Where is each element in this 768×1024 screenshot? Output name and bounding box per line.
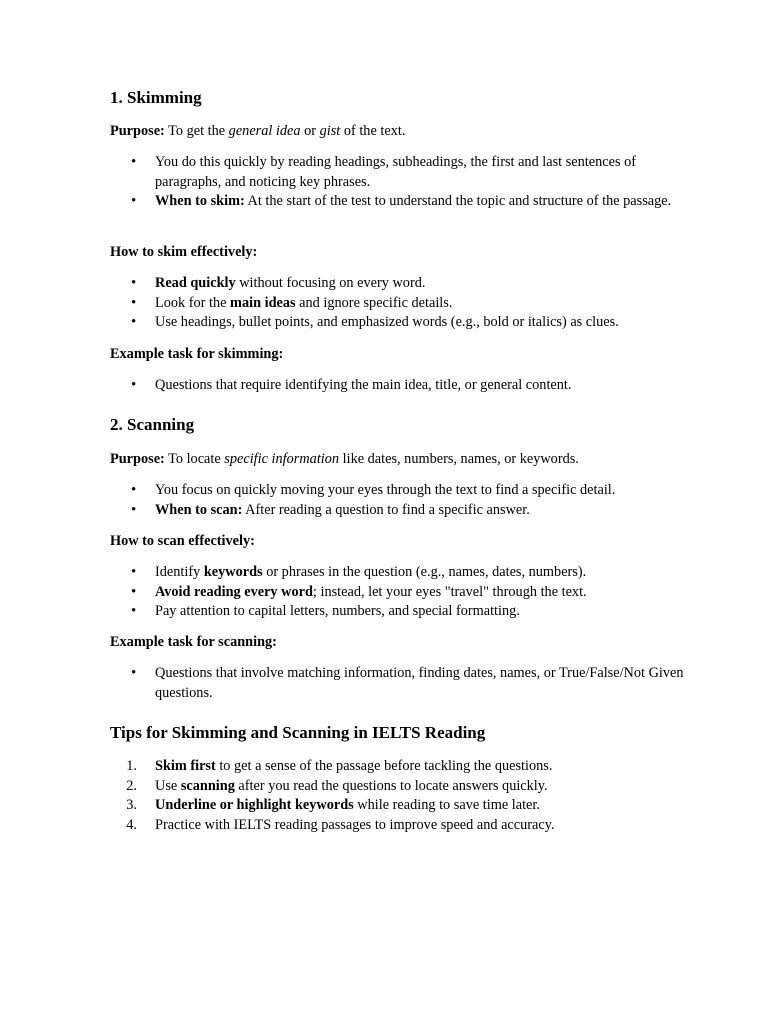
list-number: 1. xyxy=(126,758,137,774)
list-number: 4. xyxy=(126,816,137,833)
list-item: • Identify keywords or phrases in the question (e.g., names, dates, numbers). xyxy=(110,563,700,583)
list-item: • When to skim: At the start of the test to understand the topic and structure of the passage. xyxy=(110,192,700,212)
skimming-heading: 1. Skimming xyxy=(110,88,202,107)
skimming-purpose: Purpose: To get the general idea or gist of the text. xyxy=(110,123,406,139)
list-item: • Avoid reading every word; instead, let your eyes "travel" through the text. xyxy=(110,583,700,603)
purpose-label: Purpose: xyxy=(110,451,165,467)
emphasis-text: specific information xyxy=(224,451,340,467)
tips-numbered-list xyxy=(110,757,700,835)
skimming-how-heading: How to skim effectively: xyxy=(110,244,258,260)
skimming-how-list xyxy=(110,274,700,333)
list-item: • You focus on quickly moving your eyes through the text to find a specific detail. xyxy=(110,481,700,501)
scanning-bullet-list xyxy=(110,481,700,520)
list-item: • Pay attention to capital letters, numbers, and special formatting. xyxy=(110,602,700,622)
list-item: 2. Use scanning after you read the questions to locate answers quickly. xyxy=(110,777,700,797)
emphasis-text: general idea xyxy=(228,123,301,139)
list-number: 2. xyxy=(126,777,137,794)
list-item: • Questions that involve matching information, finding dates, names, or True/False/Not Given questions. xyxy=(110,664,700,703)
list-item: • Read quickly without focusing on every word. xyxy=(110,274,700,294)
scanning-purpose: Purpose: To locate specific information like dates, numbers, names, or keywords. xyxy=(110,451,579,467)
list-item: • Questions that require identifying the main idea, title, or general content. xyxy=(110,376,700,396)
list-item: 3. Underline or highlight keywords while reading to save time later. xyxy=(110,796,700,816)
list-number: 3. xyxy=(126,797,137,813)
scanning-how-heading: How to scan effectively: xyxy=(110,533,255,549)
list-item: 4. Practice with IELTS reading passages to improve speed and accuracy. xyxy=(110,816,700,836)
skimming-bullet-list xyxy=(110,153,700,212)
scanning-example-heading: Example task for scanning: xyxy=(110,634,277,650)
skimming-example-list xyxy=(110,376,700,396)
list-item: 1. Skim first to get a sense of the passage before tackling the questions. xyxy=(110,757,700,777)
tips-heading: Tips for Skimming and Scanning in IELTS Reading xyxy=(110,723,486,742)
scanning-example-list xyxy=(110,664,700,703)
scanning-how-list xyxy=(110,563,700,622)
emphasis-text: gist xyxy=(319,123,341,139)
list-item: • When to scan: After reading a question to find a specific answer. xyxy=(110,501,700,521)
scanning-heading: 2. Scanning xyxy=(110,415,195,434)
skimming-example-heading: Example task for skimming: xyxy=(110,346,284,362)
list-item: • Look for the main ideas and ignore specific details. xyxy=(110,294,700,314)
purpose-label: Purpose: xyxy=(110,123,165,139)
list-item: • Use headings, bullet points, and emphasized words (e.g., bold or italics) as clues. xyxy=(110,313,700,333)
list-item: • You do this quickly by reading headings, subheadings, the first and last sentences of paragraphs, and noticing key phrases. xyxy=(110,153,700,192)
